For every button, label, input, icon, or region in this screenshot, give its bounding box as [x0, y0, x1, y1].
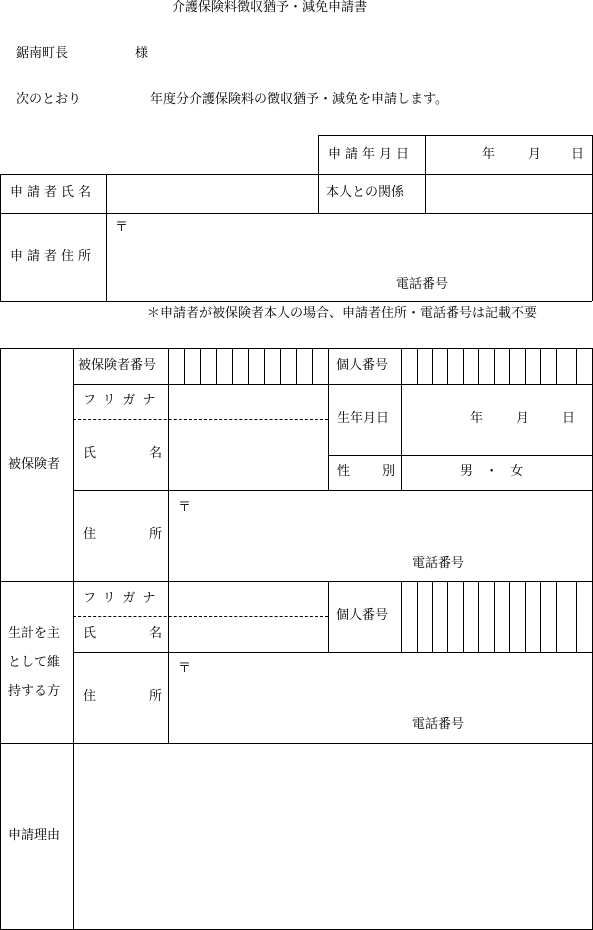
insured-furigana-field[interactable] [169, 385, 328, 419]
insured-postal-mark: 〒 [178, 500, 192, 515]
householder-personal-number-field[interactable] [402, 582, 592, 652]
householder-address-label-1: 住 [83, 689, 97, 704]
insured-birth-year: 年 [470, 411, 484, 426]
application-date-day: 日 [571, 147, 585, 162]
request-text: 年度分介護保険料の徴収猶予・減免を申請します。 [150, 92, 448, 107]
fiscal-year-field[interactable] [96, 88, 146, 110]
insured-birth-month: 月 [516, 411, 530, 426]
applicant-phone-label: 電話番号 [396, 277, 449, 292]
insured-personal-number-label: 個人番号 [336, 358, 389, 373]
insured-sex-label-1: 性 [337, 464, 351, 479]
applicant-name-field[interactable] [107, 175, 318, 213]
applicant-name-label: 申請者氏名 [10, 185, 96, 200]
insured-sex-label-2: 別 [382, 464, 396, 479]
householder-phone-label: 電話番号 [412, 717, 465, 732]
application-date-year: 年 [482, 147, 496, 162]
addressee: 鋸南町長 [16, 46, 69, 61]
application-date-label: 申請年月日 [328, 147, 414, 162]
insured-number-field[interactable] [169, 349, 328, 384]
reason-label: 申請理由 [8, 828, 61, 843]
insured-name-label-2: 名 [149, 446, 163, 461]
householder-name-label-2: 名 [149, 626, 163, 641]
householder-section-label-1: 生計を主 [8, 626, 61, 641]
householder-address-label-2: 所 [149, 689, 163, 704]
relation-label: 本人との関係 [326, 185, 405, 200]
application-date-month: 月 [528, 147, 542, 162]
applicant-postal-mark: 〒 [115, 220, 129, 235]
insured-personal-number-field[interactable] [402, 349, 592, 384]
reason-field[interactable] [74, 744, 592, 929]
applicant-note: ＊申請者が被保険者本人の場合、申請者住所・電話番号は記載不要 [147, 306, 538, 321]
householder-personal-number-label: 個人番号 [336, 608, 389, 623]
applicant-address-field[interactable] [107, 214, 592, 301]
insured-number-label: 被保険者番号 [78, 358, 157, 373]
form-title: 介護保険料徴収猶予・減免申請書 [172, 0, 368, 15]
honorific: 様 [135, 46, 149, 61]
householder-furigana-label: フリガナ [83, 591, 163, 606]
relation-field[interactable] [426, 175, 592, 213]
applicant-address-label: 申請者住所 [10, 249, 96, 264]
insured-name-label-1: 氏 [83, 446, 97, 461]
householder-section-label-3: 持する方 [8, 684, 61, 699]
insured-name-field[interactable] [169, 420, 328, 490]
insured-sex-options[interactable]: 男 ・ 女 [460, 464, 524, 479]
application-date-field[interactable] [426, 136, 592, 174]
householder-section-label-2: として維 [8, 655, 61, 670]
request-prefix: 次のとおり [16, 92, 82, 107]
householder-postal-mark: 〒 [178, 661, 192, 676]
insured-section-label: 被保険者 [8, 457, 61, 472]
householder-furigana-field[interactable] [169, 582, 328, 616]
householder-name-field[interactable] [169, 617, 328, 652]
insured-address-field[interactable] [169, 491, 592, 581]
insured-furigana-label: フリガナ [83, 393, 163, 408]
householder-address-field[interactable] [169, 653, 592, 743]
insured-birth-day: 日 [562, 411, 576, 426]
insured-address-label-2: 所 [149, 527, 163, 542]
insured-birth-label: 生年月日 [337, 411, 390, 426]
householder-name-label-1: 氏 [83, 626, 97, 641]
insured-phone-label: 電話番号 [412, 556, 465, 571]
insured-address-label-1: 住 [83, 527, 97, 542]
